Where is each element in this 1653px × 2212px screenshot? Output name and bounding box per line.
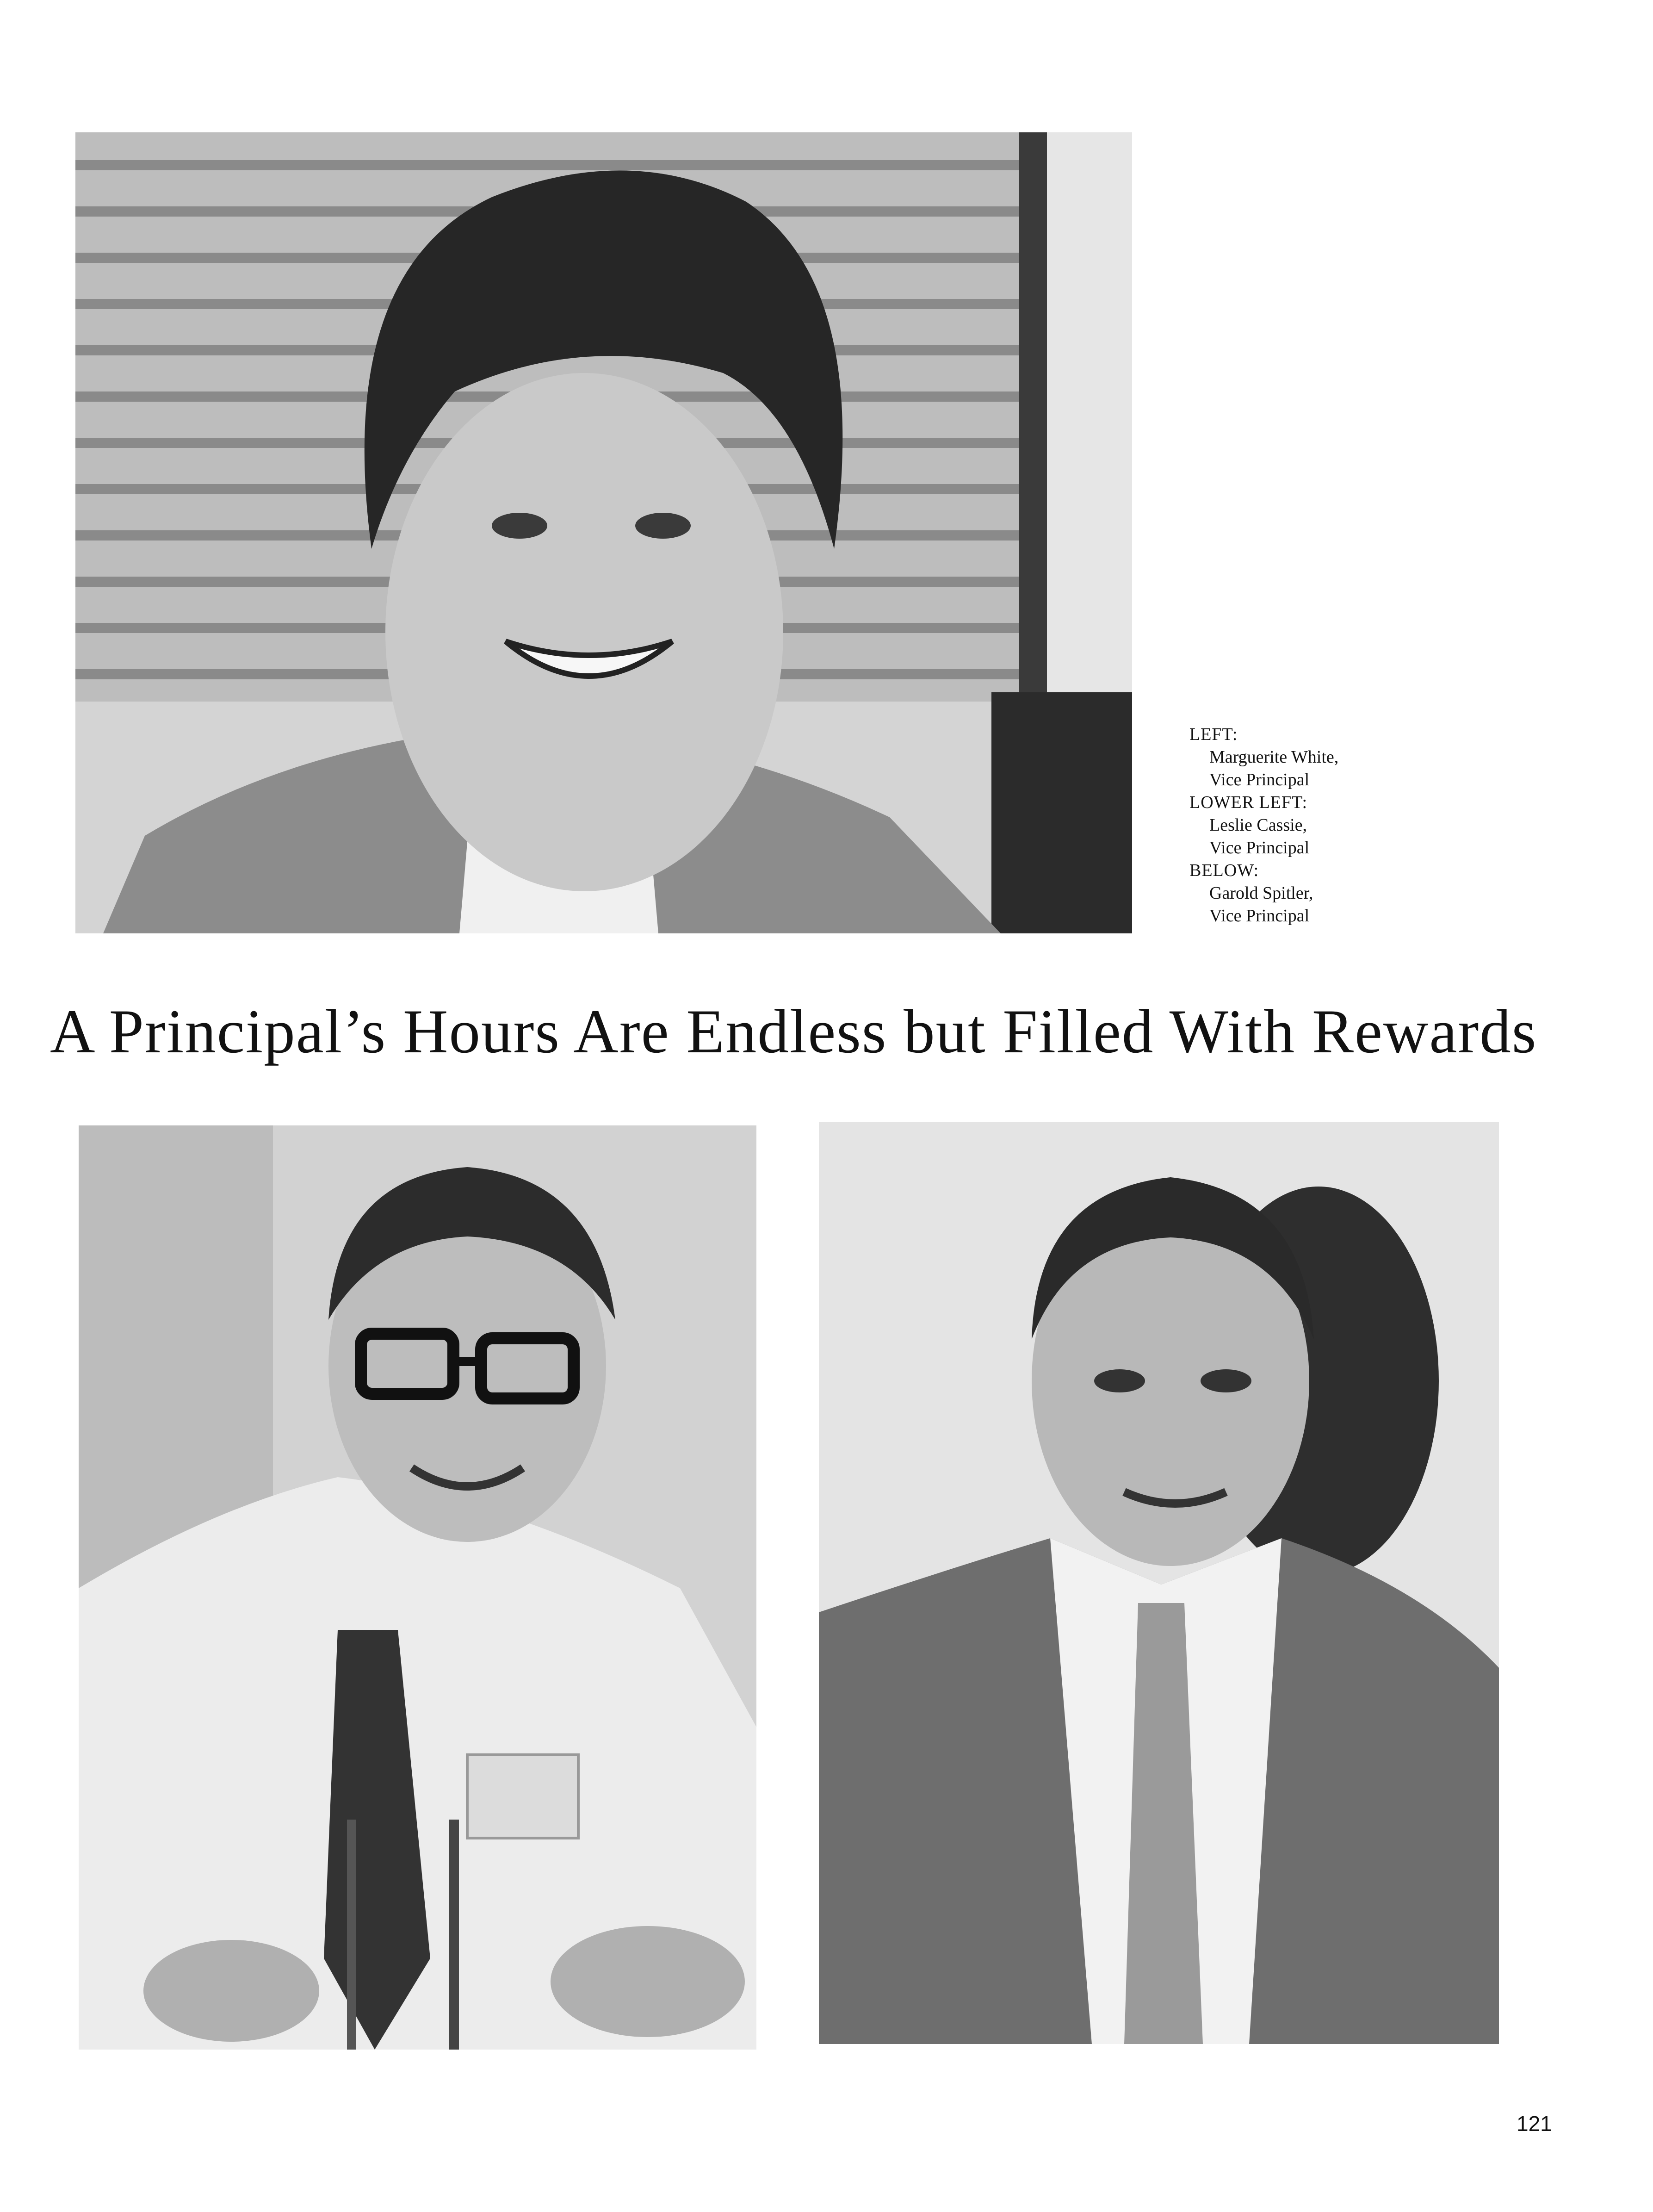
- photo-caption: [1189, 723, 1421, 927]
- caption-heading-left: LEFT:: [1189, 725, 1238, 744]
- caption-heading-lower-left: LOWER LEFT:: [1189, 793, 1308, 812]
- caption-name-left: Marguerite White,: [1209, 747, 1339, 767]
- portrait-woman-image: [75, 132, 1132, 933]
- caption-name-below: Garold Spitler,: [1209, 883, 1313, 903]
- photo-garold-spitler: [819, 1122, 1499, 2044]
- caption-title-lower-left: Vice Principal: [1209, 838, 1310, 857]
- photo-marguerite-white: [75, 132, 1132, 933]
- caption-title-below: Vice Principal: [1209, 906, 1310, 926]
- page-headline: A Principal’s Hours Are Endless but Filled With Rewards: [50, 997, 1537, 1066]
- caption-title-left: Vice Principal: [1209, 770, 1310, 789]
- photo-leslie-cassie: [79, 1125, 756, 2050]
- caption-name-lower-left: Leslie Cassie,: [1209, 815, 1307, 835]
- portrait-man-glasses-image: [79, 1125, 756, 2050]
- caption-heading-below: BELOW:: [1189, 861, 1259, 880]
- portrait-man-suit-image: [819, 1122, 1499, 2044]
- page-number: 121: [1517, 2112, 1552, 2136]
